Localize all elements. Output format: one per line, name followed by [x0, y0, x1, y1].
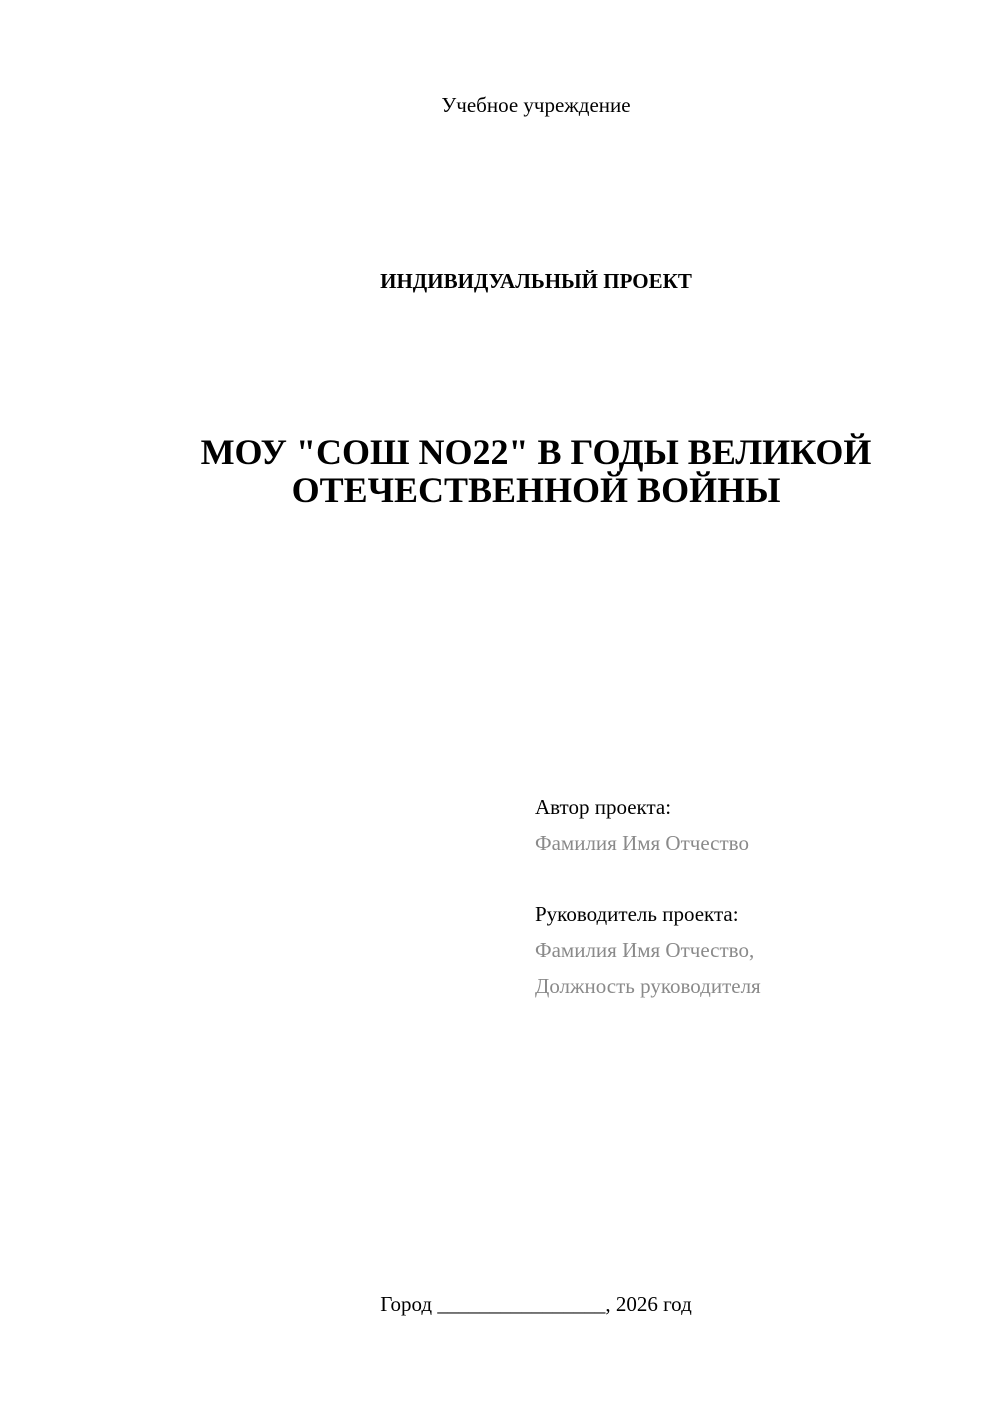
supervisor-name: Фамилия Имя Отчество,: [535, 938, 755, 962]
city-year-line: Город ________________, 2026 год: [380, 1292, 692, 1316]
document-type: ИНДИВИДУАЛЬНЫЙ ПРОЕКТ: [380, 269, 692, 293]
author-name: Фамилия Имя Отчество: [535, 831, 749, 855]
project-title-line-2: ОТЕЧЕСТВЕННОЙ ВОЙНЫ: [291, 470, 781, 510]
project-title: [0, 433, 1000, 509]
supervisor-label: Руководитель проекта:: [535, 902, 739, 926]
institution-name: Учебное учреждение: [441, 93, 631, 117]
project-title-line-1: МОУ "СОШ NO22" В ГОДЫ ВЕЛИКОЙ: [200, 432, 872, 472]
author-label: Автор проекта:: [535, 795, 672, 819]
supervisor-position: Должность руководителя: [535, 974, 761, 998]
info-spacer: [535, 861, 975, 896]
project-info-block: [535, 789, 975, 1004]
